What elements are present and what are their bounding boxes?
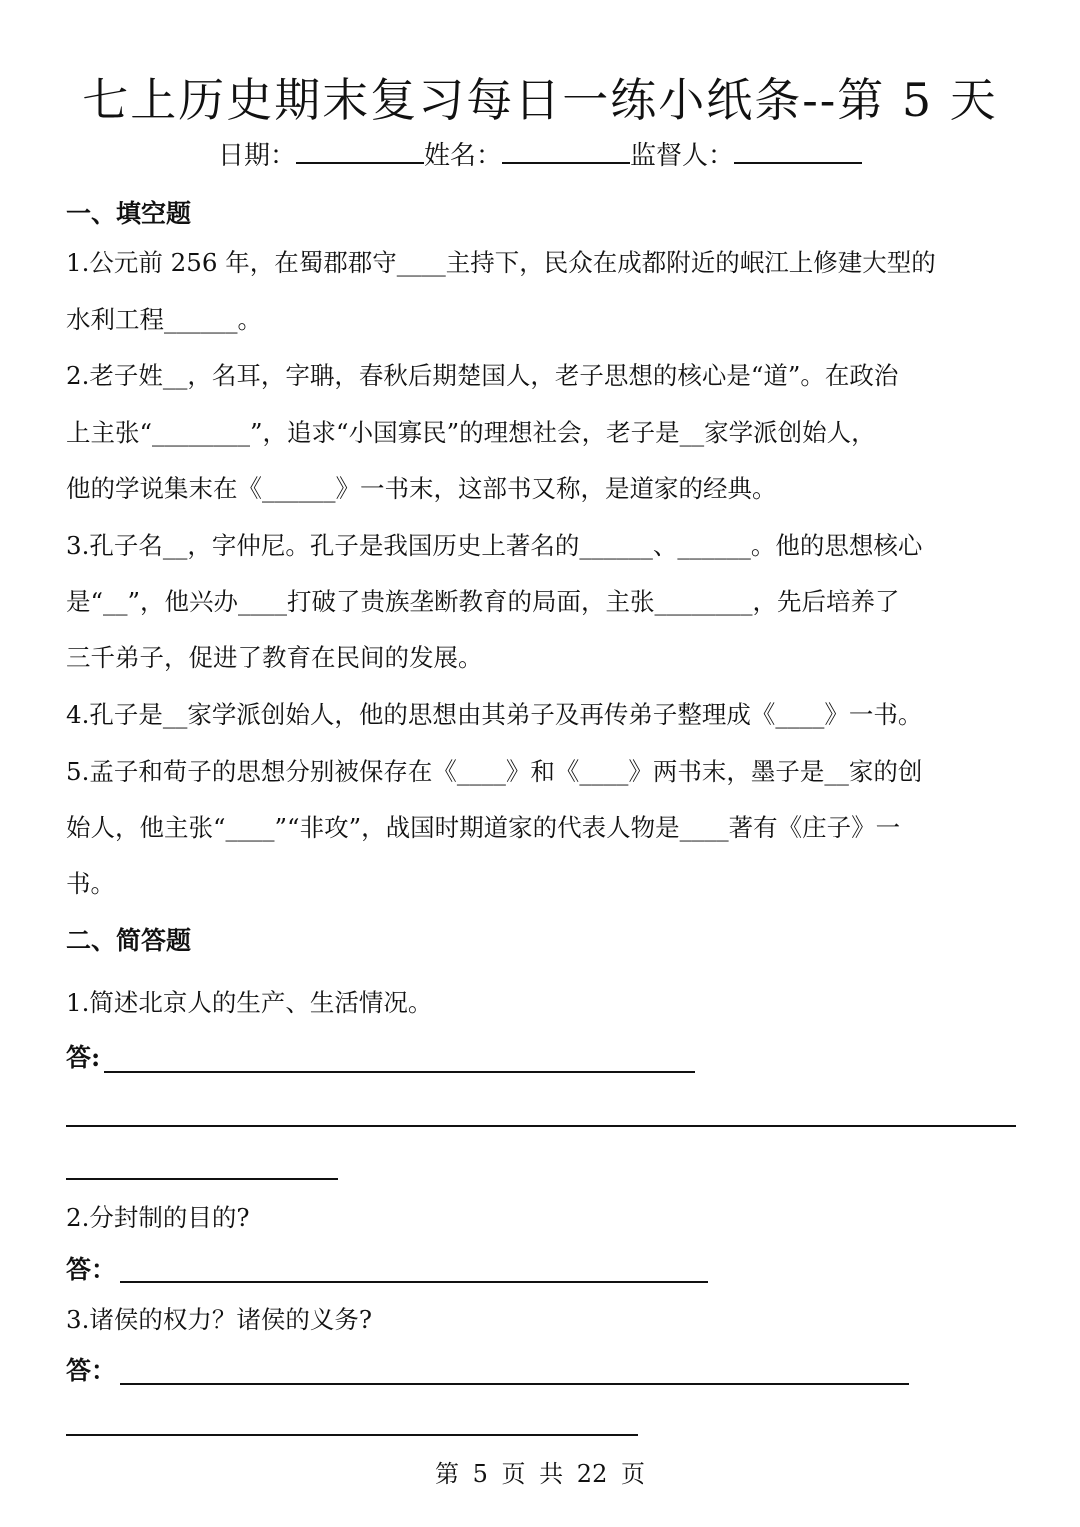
short-answer-question-3: 3.诸侯的权力？诸侯的义务? (66, 1305, 373, 1334)
section-heading-fill-blank: 一、填空题 (66, 199, 192, 228)
answer-line[interactable] (120, 1281, 708, 1283)
answer-line[interactable] (66, 1125, 1016, 1127)
page-title: 七上历史期末复习每日一练小纸条--第 5 天 (82, 73, 998, 127)
question-line: 上主张“________”，追求“小国寡民”的理想社会，老子是__家学派创始人， (66, 418, 876, 447)
answer-line[interactable] (66, 1178, 338, 1180)
question-line: 5.孟子和荀子的思想分别被保存在《____》和《____》两书末，墨子是__家的创 (66, 757, 923, 786)
answer-line[interactable] (104, 1071, 695, 1073)
question-line: 3.孔子名__，字仲尼。孔子是我国历史上著名的______、______。他的思想核心 (66, 531, 923, 560)
short-answer-question-1: 1.简述北京人的生产、生活情况。 (66, 988, 433, 1017)
answer-label-2: 答： (66, 1255, 117, 1284)
page-footer: 第 5 页 共 22 页 (435, 1460, 645, 1488)
name-label: 姓名： (423, 141, 502, 171)
question-line: 是“__”，他兴办____打破了贵族垄断教育的局面，主张________，先后培养了 (66, 587, 900, 616)
question-line: 4.孔子是__家学派创始人，他的思想由其弟子及再传弟子整理成《____》一书。 (66, 700, 923, 729)
meta-row (0, 136, 1080, 176)
question-line: 三千弟子，促进了教育在民间的发展。 (66, 643, 483, 672)
date-label: 日期： (217, 141, 296, 171)
answer-label-1: 答: (66, 1043, 101, 1072)
date-blank[interactable] (296, 136, 424, 164)
supervisor-label: 监督人： (630, 141, 735, 171)
question-line: 1.公元前 256 年，在蜀郡郡守____主持下，民众在成都附近的岷江上修建大型的 (66, 248, 936, 277)
question-line: 水利工程______。 (66, 305, 262, 334)
short-answer-question-2: 2.分封制的目的? (66, 1203, 250, 1232)
answer-label-3: 答： (66, 1356, 117, 1385)
name-blank[interactable] (502, 136, 630, 164)
question-line: 2.老子姓__，名耳，字聃，春秋后期楚国人，老子思想的核心是“道”。在政治 (66, 361, 899, 390)
question-line: 始人，他主张“____”“非攻”，战国时期道家的代表人物是____著有《庄子》一 (66, 813, 901, 842)
supervisor-blank[interactable] (734, 136, 862, 164)
section-heading-short-answer: 二、简答题 (66, 926, 192, 955)
question-line: 他的学说集末在《______》一书末，这部书又称，是道家的经典。 (66, 474, 777, 503)
answer-line[interactable] (120, 1383, 909, 1385)
question-line: 书。 (66, 869, 115, 898)
answer-line[interactable] (66, 1434, 638, 1436)
